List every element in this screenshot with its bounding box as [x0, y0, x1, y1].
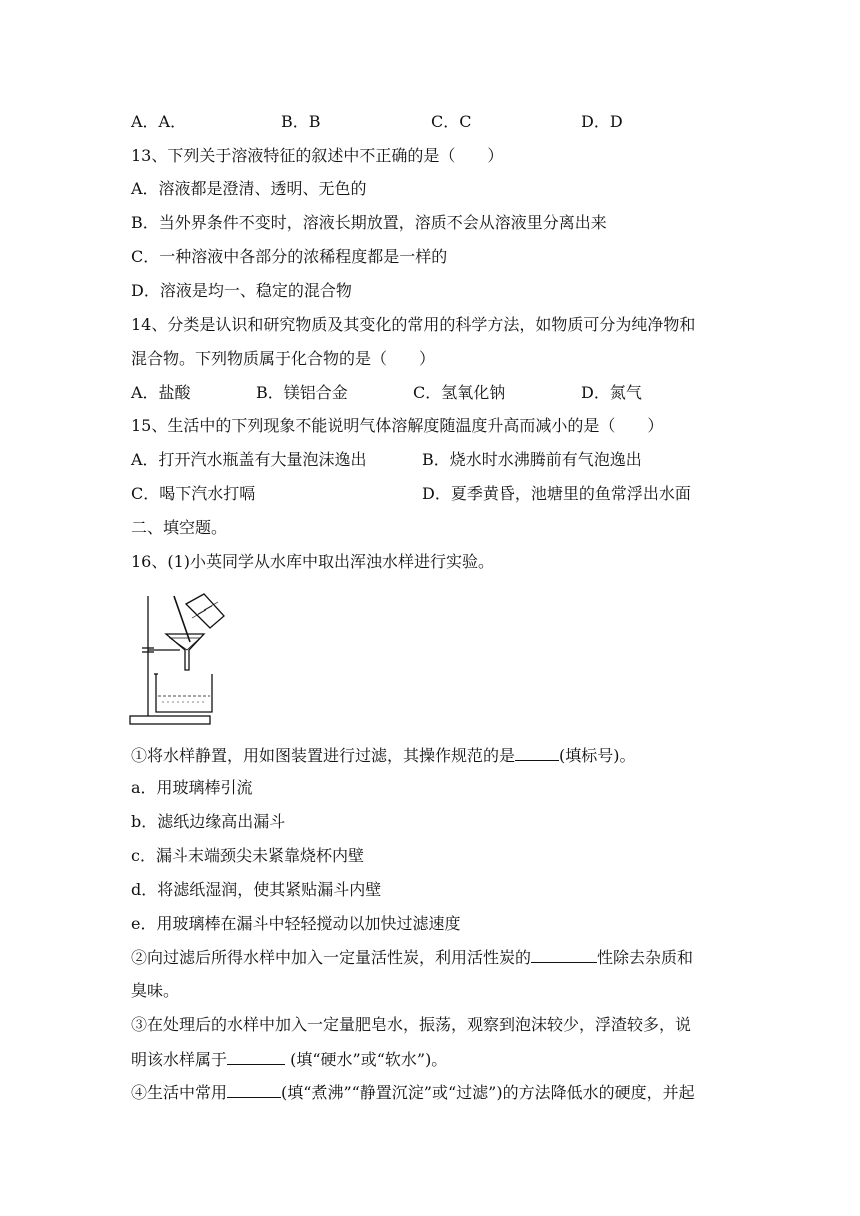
q16-part2 [131, 946, 693, 969]
q13-option-a: A．溶液都是澄清、透明、无色的 [131, 179, 367, 198]
pouring-beaker [186, 594, 224, 628]
answer-blank-4[interactable] [227, 1081, 281, 1098]
q14-option-b: B．镁铝合金 [256, 383, 348, 402]
q16-part4-suffix: (填“煮沸”“静置沉淀”或“过滤”)的方法降低水的硬度，并起 [281, 1083, 695, 1102]
q16-part1 [131, 744, 636, 767]
section-title: 二、填空题。 [131, 518, 228, 537]
q16-part3-suffix: (填“硬水”或“软水”)。 [285, 1050, 448, 1069]
filtration-apparatus-figure [128, 592, 234, 728]
q16-choice-b: b．滤纸边缘高出漏斗 [131, 812, 286, 831]
q16-part2-text: ②向过滤后所得水样中加入一定量活性炭，利用活性炭的 [131, 948, 532, 967]
q14-stem-line1: 14、分类是认识和研究物质及其变化的常用的科学方法，如物质可分为纯净物和 [131, 315, 696, 334]
q12-option-b: B．B [281, 112, 321, 131]
q16-part3-line1: ③在处理后的水样中加入一定量肥皂水，振荡，观察到泡沫较少，浮渣较多，说 [131, 1015, 692, 1034]
q16-choice-d: d．将滤纸湿润，使其紧贴漏斗内壁 [131, 880, 382, 899]
receiving-beaker [156, 674, 212, 712]
answer-blank-3[interactable] [227, 1048, 285, 1065]
q15-option-a: A．打开汽水瓶盖有大量泡沫逸出 [131, 450, 367, 469]
q13-option-d: D．溶液是均一、稳定的混合物 [131, 281, 352, 300]
stand-base [130, 716, 210, 724]
q16-part1-text: ①将水样静置，用如图装置进行过滤，其操作规范的是 [131, 746, 516, 765]
q13-option-b: B．当外界条件不变时，溶液长期放置，溶质不会从溶液里分离出来 [131, 213, 607, 232]
q14-option-d: D．氮气 [581, 383, 642, 402]
q16-choice-c: c．漏斗末端颈尖未紧靠烧杯内壁 [131, 846, 364, 865]
q16-choice-e: e．用玻璃棒在漏斗中轻轻搅动以加快过滤速度 [131, 914, 461, 933]
q16-part2-line2: 臭味。 [131, 981, 180, 1000]
q14-stem-line2: 混合物。下列物质属于化合物的是（ ） [131, 349, 436, 368]
q16-part1-suffix: (填标号)。 [559, 746, 636, 765]
q15-option-c: C．喝下汽水打嗝 [131, 484, 256, 503]
q13-stem: 13、下列关于溶液特征的叙述中不正确的是（ ） [131, 146, 504, 165]
q16-part4 [131, 1081, 695, 1104]
q12-option-c: C．C [431, 112, 472, 131]
q16-part3-line2 [131, 1048, 447, 1071]
q16-part2-suffix: 性除去杂质和 [597, 948, 694, 967]
q16-choice-a: a．用玻璃棒引流 [131, 778, 253, 797]
answer-blank-1[interactable] [515, 744, 559, 761]
q15-stem: 15、生活中的下列现象不能说明气体溶解度随温度升高而减小的是（ ） [131, 416, 664, 435]
q13-option-c: C．一种溶液中各部分的浓稀程度都是一样的 [131, 247, 448, 266]
q14-option-a: A．盐酸 [131, 383, 191, 402]
q15-option-b: B．烧水时水沸腾前有气泡逸出 [422, 450, 642, 469]
answer-blank-2[interactable] [531, 946, 597, 963]
q14-option-c: C．氢氧化钠 [413, 383, 506, 402]
q16-stem: 16、(1)小英同学从水库中取出浑浊水样进行实验。 [131, 552, 495, 571]
q16-part3-text: 明该水样属于 [131, 1050, 228, 1069]
q12-option-a: A．A． [131, 112, 187, 131]
q16-part4-text: ④生活中常用 [131, 1083, 228, 1102]
q12-option-d: D．D [581, 112, 623, 131]
q15-option-d: D．夏季黄昏，池塘里的鱼常浮出水面 [422, 484, 691, 503]
